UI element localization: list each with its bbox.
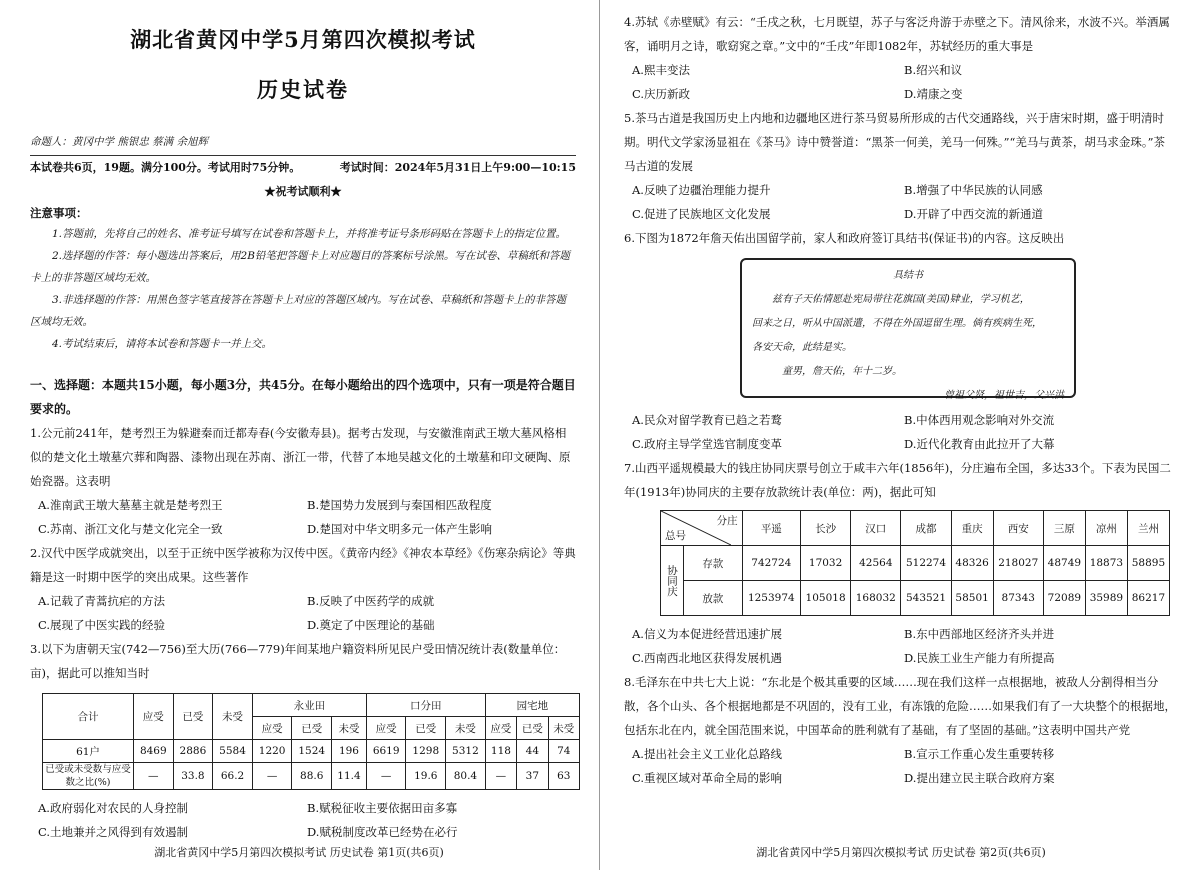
option: B.中体西用观念影响对外交流	[904, 413, 1055, 427]
table-cell: 80.4	[446, 763, 486, 790]
document-title: 具结书	[893, 270, 923, 281]
table-cell: —	[134, 763, 174, 790]
table-header: 已受	[406, 717, 446, 740]
table-header: 已受	[292, 717, 332, 740]
table-cell: 88.6	[292, 763, 332, 790]
page-footer: 湖北省黄冈中学5月第四次模拟考试 历史试卷 第2页(共6页)	[756, 846, 1046, 859]
note-2: 2.选择题的作答：每小题选出答案后，用2B铅笔把答题卡上对应题目的答案标号涂黑。写在试卷、草稿纸和答题卡上的非答题区域均无效。	[30, 250, 570, 284]
table-cell: 48326	[951, 546, 993, 581]
table-header: 应受	[485, 717, 516, 740]
exam-info-left: 本试卷共6页，19题。满分100分。考试用时75分钟。	[30, 161, 301, 174]
option: C.土地兼并之风得到有效遏制	[38, 825, 189, 839]
table-cell: 1253974	[742, 581, 800, 616]
option: A.民众对留学教育已趋之若鹜	[632, 413, 782, 427]
option: B.赋税征收主要依据田亩多寡	[307, 801, 458, 815]
table-cell: 2886	[173, 740, 213, 763]
question-1: 1.公元前241年，楚考烈王为躲避秦而迁都寿春(今安徽寿县)。据考古发现，与安徽淮南武王墩大墓风格相似的楚文化土墩墓穴葬和陶器、漆物出现在苏南、浙江一带，代替了本地吴越文化的土墩墓和印文硬陶、原始瓷器。这表明	[30, 426, 571, 488]
row-label: 已受或未受数与应受数之比(%)	[43, 763, 134, 790]
table-cell: 72089	[1043, 581, 1085, 616]
table-cell: 105018	[801, 581, 851, 616]
question-3: 3.以下为唐朝天宝(742—756)至大历(766—779)年间某地户籍资料所见民户受田情况统计表(数量单位：亩)，据此可以推知当时	[30, 642, 566, 680]
city-header: 平遥	[742, 511, 800, 546]
notice-heading: 注意事项：	[30, 206, 88, 220]
table-corner	[661, 511, 743, 546]
note-1: 1.答题前，先将自己的姓名、准考证号填写在试卷和答题卡上，并将准考证号条形码贴在答题卡上的指定位置。	[52, 228, 567, 240]
bank-table	[660, 510, 1170, 616]
table-cell: 17032	[801, 546, 851, 581]
question-7-options	[632, 622, 1176, 670]
option: C.西南西北地区获得发展机遇	[632, 651, 783, 665]
table-cell: 48749	[1043, 546, 1085, 581]
question-2-options	[38, 589, 576, 637]
page-2	[602, 0, 1200, 870]
table-header: 未受	[446, 717, 486, 740]
option: D.提出建立民主联合政府方案	[904, 771, 1055, 785]
table-header: 未受	[548, 717, 579, 740]
table-cell: 42564	[851, 546, 901, 581]
option: A.反映了边疆治理能力提升	[632, 183, 771, 197]
exam-info	[30, 155, 576, 175]
table-cell: 37	[517, 763, 548, 790]
city-header: 长沙	[801, 511, 851, 546]
option: A.淮南武王墩大墓墓主就是楚考烈王	[38, 498, 223, 512]
table-cell: 1298	[406, 740, 446, 763]
option: C.庆历新政	[632, 87, 691, 101]
option: B.东中西部地区经济齐头并进	[904, 627, 1055, 641]
option: B.绍兴和议	[904, 63, 963, 77]
document-line: 兹有子天佑情愿赴宪局带往花旗国(美国)肄业，学习机艺，	[772, 294, 1030, 305]
table-cell: —	[252, 763, 292, 790]
table-row	[43, 740, 580, 763]
table-group-header: 口分田	[366, 694, 485, 717]
table-cell: 543521	[901, 581, 951, 616]
option: D.赋税制度改革已经势在必行	[307, 825, 458, 839]
table-cell: 35989	[1085, 581, 1127, 616]
option: D.民族工业生产能力有所提高	[904, 651, 1055, 665]
option: D.开辟了中西交流的新通道	[904, 207, 1043, 221]
page-divider	[599, 0, 600, 870]
table-cell: 8469	[134, 740, 174, 763]
table-cell: 11.4	[332, 763, 367, 790]
option: A.政府弱化对农民的人身控制	[38, 801, 188, 815]
option: A.信义为本促进经营迅速扩展	[632, 627, 782, 641]
table-header: 应受	[134, 694, 174, 740]
option: D.近代化教育由此拉开了大幕	[904, 437, 1055, 451]
exam-subtitle: 历史试卷	[257, 77, 349, 102]
city-header: 西安	[993, 511, 1043, 546]
table-cell: 742724	[742, 546, 800, 581]
table-cell: —	[485, 763, 516, 790]
guarantee-document	[740, 258, 1076, 401]
table-cell: 19.6	[406, 763, 446, 790]
table-row	[661, 581, 1170, 616]
option: A.熙丰变法	[632, 63, 690, 77]
corner-bottom: 总号	[665, 530, 686, 542]
option: D.楚国对中华文明多元一体产生影响	[307, 522, 492, 536]
table-header: 未受	[332, 717, 367, 740]
table-group-header: 园宅地	[485, 694, 579, 717]
question-4: 4.苏轼《赤壁赋》有云：“壬戌之秋，七月既望，苏子与客泛舟游于赤壁之下。清风徐来，水波不兴。举酒属客，诵明月之诗，歌窈窕之章。”文中的“壬戌”年即1082年，苏轼经历的重大事是	[624, 15, 1170, 53]
document-line: 回来之日，听从中国派遣，不得在外国逗留生理。倘有疾病生死，	[752, 318, 1042, 329]
option: B.增强了中华民族的认同感	[904, 183, 1043, 197]
table-header: 已受	[173, 694, 213, 740]
table-cell: 66.2	[213, 763, 253, 790]
row-label: 存款	[684, 546, 743, 581]
table-header: 应受	[252, 717, 292, 740]
land-table	[42, 693, 580, 790]
table-cell: 168032	[851, 581, 901, 616]
table-row	[43, 763, 580, 790]
city-header: 三原	[1043, 511, 1085, 546]
city-header: 成都	[901, 511, 951, 546]
city-header: 兰州	[1127, 511, 1169, 546]
table-cell: 44	[517, 740, 548, 763]
table-cell: 196	[332, 740, 367, 763]
option: D.奠定了中医理论的基础	[307, 618, 435, 632]
table-cell: 6619	[366, 740, 406, 763]
blessing: ★祝考试顺利★	[264, 185, 342, 198]
option: A.记载了青蒿抗疟的方法	[38, 594, 165, 608]
exam-title: 湖北省黄冈中学5月第四次模拟考试	[130, 27, 476, 52]
section-heading: 一、选择题：本题共15小题，每小题3分，共45分。在每小题给出的四个选项中，只有一项是符合题目要求的。	[30, 378, 576, 416]
note-4: 4.考试结束后，请将本试卷和答题卡一并上交。	[52, 338, 273, 350]
table-cell: 33.8	[173, 763, 213, 790]
question-5-options	[632, 178, 1176, 226]
option: C.政府主导学堂选官制度变革	[632, 437, 783, 451]
option: C.苏南、浙江文化与楚文化完全一致	[38, 522, 223, 536]
exam-info-right: 考试时间：2024年5月31日上午9:00—10:15	[339, 161, 576, 174]
table-cell: 63	[548, 763, 579, 790]
table-cell: 87343	[993, 581, 1043, 616]
document-line: 童男，詹天佑，年十二岁。	[782, 366, 902, 377]
question-8: 8.毛泽东在中共七大上说：“东北是个极其重要的区域……现在我们这样一点根据地，被敌人分割得相当分散，各个山头、各个根据地都是不巩固的，没有工业，有冻饿的危险……如果我们有了一大块整个的根据地，包括东北在内，就全国范围来说，中国革命的胜利就有了基础，有了坚固的基础。”这表明中国共产党	[624, 675, 1176, 737]
row-label: 61户	[43, 740, 134, 763]
question-3-options	[38, 796, 576, 844]
table-row	[661, 546, 1170, 581]
row-label: 放款	[684, 581, 743, 616]
question-6-options	[632, 408, 1176, 456]
table-header: 已受	[517, 717, 548, 740]
option: B.楚国势力发展到与秦国相匹敌程度	[307, 498, 492, 512]
table-cell: 118	[485, 740, 516, 763]
table-cell: 58895	[1127, 546, 1169, 581]
document-line: 各安天命，此结是实。	[752, 342, 852, 353]
note-3: 3.非选择题的作答：用黑色签字笔直接答在答题卡上对应的答题区域内。写在试卷、草稿纸和答题卡上的非答题区域均无效。	[30, 294, 567, 328]
table-cell: —	[366, 763, 406, 790]
document-signature: 曾祖父贤，祖世吉，父兴洪	[944, 390, 1064, 401]
table-cell: 18873	[1085, 546, 1127, 581]
table-cell: 58501	[951, 581, 993, 616]
option: D.靖康之变	[904, 87, 963, 101]
city-header: 汉口	[851, 511, 901, 546]
table-header: 未受	[213, 694, 253, 740]
option: A.提出社会主义工业化总路线	[632, 747, 782, 761]
question-8-options	[632, 742, 1176, 790]
option: B.宣示工作重心发生重要转移	[904, 747, 1055, 761]
option: C.重视区域对革命全局的影响	[632, 771, 783, 785]
table-cell: 1524	[292, 740, 332, 763]
authors-line: 命题人：黄冈中学 熊银忠 蔡满 余旭辉	[30, 136, 209, 148]
table-cell: 86217	[1127, 581, 1169, 616]
question-5: 5.茶马古道是我国历史上内地和边疆地区进行茶马贸易所形成的古代交通路线，兴于唐宋时期，盛于明清时期。明代文学家汤显祖在《茶马》诗中赞誉道：“黑茶一何美，羌马一何殊。”“羌马与黄茶，胡马求金珠。”茶马古道的发展	[624, 111, 1166, 173]
table-cell: 1220	[252, 740, 292, 763]
question-7: 7.山西平遥规模最大的钱庄协同庆票号创立于咸丰六年(1856年)，分庄遍布全国，多达33个。下表为民国二年(1913年)协同庆的主要存放款统计表(单位：两)，据此可知	[624, 461, 1171, 499]
table-cell: 5584	[213, 740, 253, 763]
question-2: 2.汉代中医学成就突出，以至于正统中医学被称为汉传中医。《黄帝内经》《神农本草经》《伤寒杂病论》等典籍是这一时期中医学的突出成果。这些著作	[30, 546, 576, 584]
firm-label: 协同庆	[661, 546, 684, 616]
city-header: 重庆	[951, 511, 993, 546]
table-cell: 218027	[993, 546, 1043, 581]
table-cell: 5312	[446, 740, 486, 763]
city-header: 凉州	[1085, 511, 1127, 546]
corner-top: 分庄	[716, 515, 738, 527]
question-1-options	[38, 493, 576, 541]
table-group-header: 永业田	[252, 694, 366, 717]
option: C.展现了中医实践的经验	[38, 618, 166, 632]
option: B.反映了中医药学的成就	[307, 594, 435, 608]
page-footer: 湖北省黄冈中学5月第四次模拟考试 历史试卷 第1页(共6页)	[154, 846, 444, 859]
table-cell: 74	[548, 740, 579, 763]
table-header: 合计	[43, 694, 134, 740]
table-header: 应受	[366, 717, 406, 740]
question-6: 6.下图为1872年詹天佑出国留学前，家人和政府签订具结书(保证书)的内容。这反映出	[624, 231, 1065, 245]
table-cell: 512274	[901, 546, 951, 581]
option: C.促进了民族地区文化发展	[632, 207, 771, 221]
question-4-options	[632, 58, 1176, 106]
page-1	[0, 0, 598, 870]
